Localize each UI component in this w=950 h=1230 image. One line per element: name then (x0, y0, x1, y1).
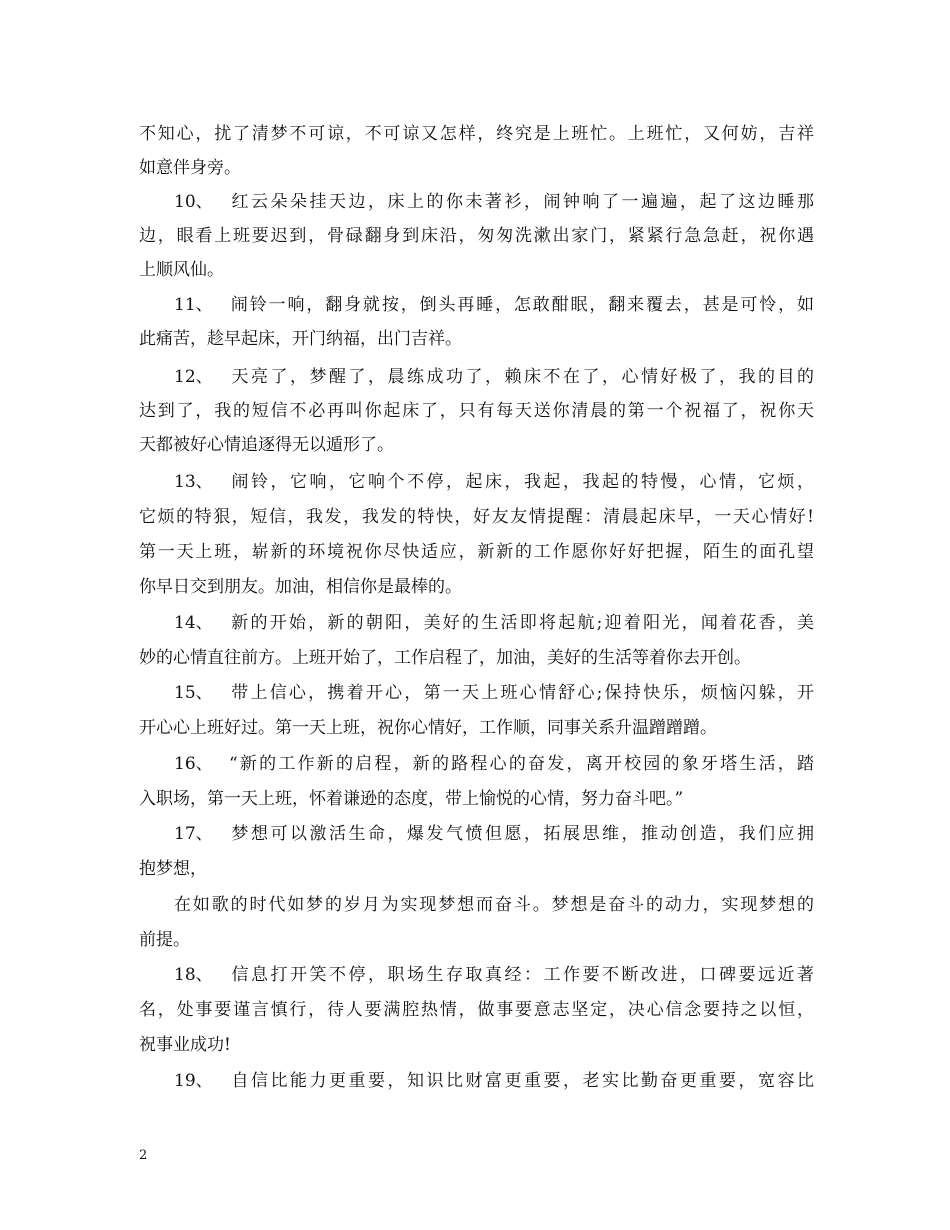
list-item-14-line-1 (174, 611, 814, 635)
paragraph-line: 妙的心情直往前方。上班开始了，工作启程了，加油，美好的生活等着你去开创。 (139, 648, 751, 668)
list-item-16-line-1 (174, 752, 814, 776)
list-item-text: 闹铃，它响，它响个不停，起床，我起，我起的特慢，心情，它烦， (229, 472, 814, 492)
list-item-text: 带上信心，携着开心，第一天上班心情舒心;保持快乐，烦恼闪躲，开 (229, 683, 814, 703)
list-item-text: 天亮了，梦醒了，晨练成功了，赖床不在了，心情好极了，我的目的 (229, 367, 814, 387)
list-item-11-line-1 (174, 293, 814, 317)
list-item-19-line-1 (174, 1069, 814, 1093)
paragraph-line: 在如歌的时代如梦的岁月为实现梦想而奋斗。梦想是奋斗的动力，实现梦想的 (174, 895, 814, 915)
list-item-13-line-1 (174, 470, 814, 494)
list-number: 12、 (174, 367, 213, 387)
paragraph-line: 它烦的特狠，短信，我发，我发的特快，好友友情提醒：清晨起床早，一天心情好! (139, 507, 814, 527)
list-number: 19、 (174, 1071, 213, 1091)
list-number: 15、 (174, 683, 213, 703)
list-item-text: “新的工作新的启程，新的路程心的奋发，离开校园的象牙塔生活，踏 (229, 754, 814, 774)
list-item-text: 闹铃一响，翻身就按，倒头再睡，怎敢酣眠，翻来覆去，甚是可怜，如 (229, 295, 814, 315)
paragraph-line: 抱梦想， (139, 859, 207, 879)
list-item-15-line-1 (174, 681, 814, 705)
list-item-text: 自信比能力更重要，知识比财富更重要，老实比勤奋更重要，宽容比 (229, 1071, 814, 1091)
paragraph-line: 上顺风仙。 (139, 260, 224, 280)
list-number: 16、 (174, 754, 213, 774)
paragraph-line: 祝事业成功! (139, 1035, 231, 1055)
paragraph-line: 不知心，扰了清梦不可谅，不可谅又怎样，终究是上班忙。上班忙，又何妨，吉祥 (139, 124, 814, 144)
list-number: 18、 (174, 965, 213, 985)
paragraph-line: 天都被好心情追逐得无以遁形了。 (139, 435, 394, 455)
list-number: 10、 (174, 192, 213, 212)
paragraph-line: 前提。 (139, 930, 190, 950)
list-item-17-line-1 (174, 822, 814, 846)
paragraph-line: 此痛苦，趁早起床，开门纳福，出门吉祥。 (139, 329, 462, 349)
list-item-text: 梦想可以激活生命，爆发气愤但愿，拓展思维，推动创造，我们应拥 (229, 824, 814, 844)
list-item-text: 信息打开笑不停，职场生存取真经：工作要不断改进，口碑要远近著 (229, 965, 814, 985)
paragraph-line: 第一天上班，崭新的环境祝你尽快适应，新新的工作愿你好好把握，陌生的面孔望 (139, 542, 814, 562)
paragraph-line: 名，处事要谨言慎行，待人要满腔热情，做事要意志坚定，决心信念要持之以恒， (139, 1000, 814, 1020)
list-item-10-line-1 (174, 190, 814, 214)
paragraph-line: 开心心上班好过。第一天上班，祝你心情好，工作顺，同事关系升温蹭蹭蹭。 (139, 718, 717, 738)
list-item-18-line-1 (174, 963, 814, 987)
list-item-12-line-1 (174, 365, 814, 389)
paragraph-line: 如意伴身旁。 (139, 158, 241, 178)
list-number: 11、 (174, 295, 213, 315)
page-number: 2 (139, 1148, 148, 1163)
list-number: 17、 (174, 824, 213, 844)
list-item-text: 红云朵朵挂天边，床上的你未著衫，闹钟响了一遍遍，起了这边睡那 (229, 192, 814, 212)
list-item-text: 新的开始，新的朝阳，美好的生活即将起航;迎着阳光，闻着花香，美 (229, 613, 814, 633)
list-number: 13、 (174, 472, 213, 492)
paragraph-line: 入职场，第一天上班，怀着谦逊的态度，带上愉悦的心情，努力奋斗吧。” (139, 789, 684, 809)
paragraph-line: 你早日交到朋友。加油，相信你是最棒的。 (139, 577, 462, 597)
paragraph-line: 边，眼看上班要迟到，骨碌翻身到床沿，匆匆洗漱出家门，紧紧行急急赶，祝你遇 (139, 226, 814, 246)
paragraph-line: 达到了，我的短信不必再叫你起床了，只有每天送你清晨的第一个祝福了，祝你天 (139, 401, 814, 421)
list-number: 14、 (174, 613, 213, 633)
